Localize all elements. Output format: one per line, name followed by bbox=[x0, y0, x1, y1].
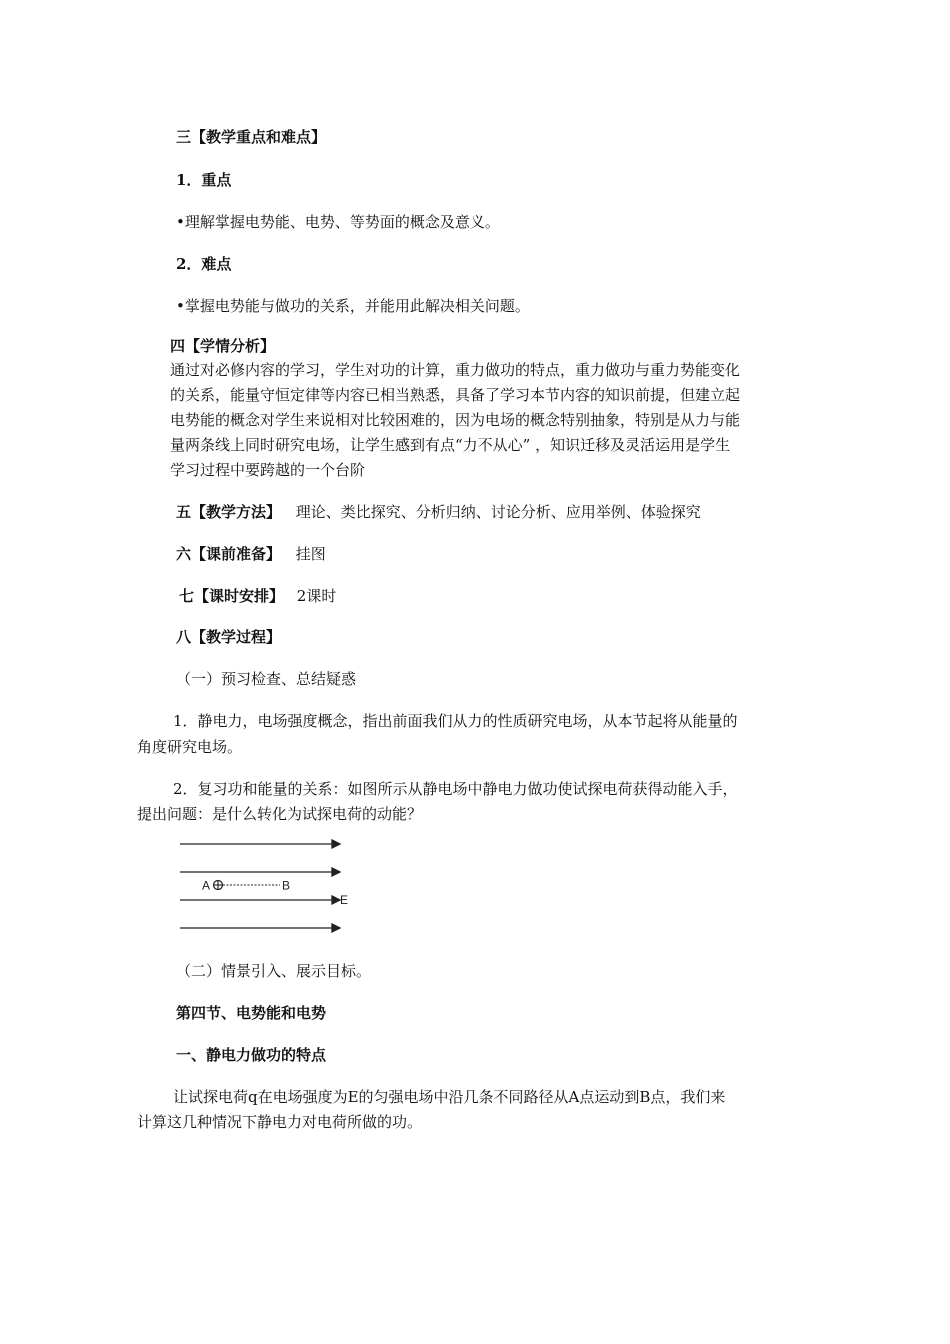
section4-line: 量两条线上同时研究电场，让学生感到有点“力不从心” ，知识迁移及灵活运用是学生 bbox=[170, 436, 731, 454]
key-point-item: •理解掌握电势能、电势、等势面的概念及意义。 bbox=[176, 213, 500, 231]
section4-line: 的关系，能量守恒定律等内容已相当熟悉，具备了学习本节内容的知识前提，但建立起 bbox=[170, 386, 741, 404]
key-point-label: 1．重点 bbox=[176, 171, 232, 189]
section7-row bbox=[179, 586, 336, 606]
electric-field-figure bbox=[172, 832, 362, 942]
section6-row bbox=[176, 544, 326, 564]
lesson-section-title: 第四节、电势能和电势 bbox=[176, 1004, 327, 1022]
item2-line1: 2．复习功和能量的关系：如图所示从静电场中静电力做功使试探电荷获得动能入手， bbox=[173, 780, 738, 798]
label-a: A bbox=[202, 878, 211, 893]
section4-line: 电势能的概念对学生来说相对比较困难的，因为电场的概念特别抽象，特别是从力与能 bbox=[170, 411, 741, 429]
section8-title: 八【教学过程】 bbox=[176, 628, 282, 646]
section5-content: 理论、类比探究、分析归纳、讨论分析、应用举例、体验探究 bbox=[295, 503, 701, 521]
subsection-1-title: （一）预习检查、总结疑惑 bbox=[176, 670, 357, 688]
label-e: E bbox=[340, 893, 349, 907]
difficulty-label: 2．难点 bbox=[176, 255, 232, 273]
subsection-2-title: （二）情景引入、展示目标。 bbox=[176, 962, 372, 980]
arrow-head bbox=[332, 924, 340, 932]
section6-title: 六【课前准备】 bbox=[176, 545, 282, 563]
section6-content: 挂图 bbox=[295, 545, 326, 563]
para-line1: 让试探电荷q在电场强度为E的匀强电场中沿几条不同路径从A点运动到B点，我们来 bbox=[173, 1088, 726, 1106]
para-line2: 计算这几种情况下静电力对电荷所做的功。 bbox=[137, 1113, 423, 1131]
arrow-head bbox=[332, 840, 340, 848]
section5-row bbox=[176, 502, 701, 522]
label-b: B bbox=[282, 878, 291, 893]
item1-line1: 1．静电力，电场强度概念，指出前面我们从力的性质研究电场，从本节起将从能量的 bbox=[173, 712, 738, 730]
section7-content: 2课时 bbox=[296, 587, 337, 605]
section5-title: 五【教学方法】 bbox=[176, 503, 282, 521]
section4-line: 学习过程中要跨越的一个台阶 bbox=[170, 461, 366, 479]
section7-title: 七【课时安排】 bbox=[179, 587, 285, 605]
section4-line: 通过对必修内容的学习，学生对功的计算，重力做功的特点，重力做功与重力势能变化 bbox=[170, 361, 741, 379]
arrow-head bbox=[332, 868, 340, 876]
item1-line2: 角度研究电场。 bbox=[137, 738, 243, 756]
section4-title: 四【学情分析】 bbox=[170, 337, 276, 355]
heading-electrostatic-work: 一、静电力做功的特点 bbox=[176, 1046, 327, 1064]
section3-title: 三【教学重点和难点】 bbox=[176, 128, 327, 146]
item2-line2: 提出问题：是什么转化为试探电荷的动能？ bbox=[137, 805, 423, 823]
difficulty-item: •掌握电势能与做功的关系，并能用此解决相关问题。 bbox=[176, 297, 530, 315]
arrow-head bbox=[332, 896, 340, 904]
